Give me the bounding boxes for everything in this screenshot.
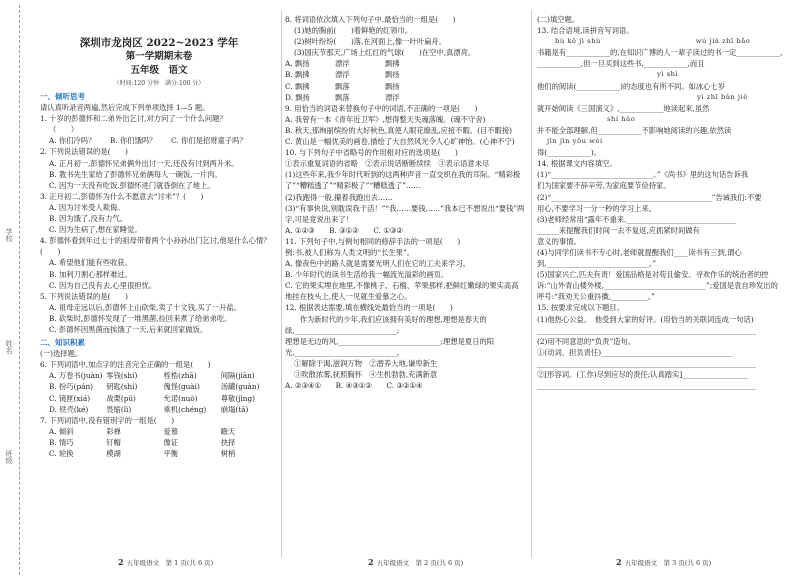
question-text: 9. 用恰当的词语来替换句子中的词语,不正确的一项是( ) <box>285 103 478 113</box>
binding-margin <box>0 0 30 583</box>
subsection-heading: (一)选择题。 <box>40 349 83 359</box>
question-option: C. 因为自己没有去,心里很担忧。 <box>49 280 157 290</box>
question-text: 12. 根据表达需要,填在横线处最恰当的一项是( ) <box>285 303 453 313</box>
question-option: A. ②③④① B. ④③①② C. ③②①④ <box>285 381 423 391</box>
question-text: 4. 彭德怀看到年过七十的祖母带着两个小孙孙出门乞讨,他是什么心情？( ) <box>40 236 271 257</box>
grade-subject: 五年级 语文 <box>130 65 188 76</box>
pinyin-row: bù kě jì shù wú jià zhī bǎo <box>555 37 751 46</box>
question-text: 3. 正月初二,彭德怀为什么不愿意去“讨米”？( ) <box>40 191 204 201</box>
section-heading: 一、倾听思考 <box>40 92 85 101</box>
fill-line: 并不能全部理解,但____________不影响她阅读的兴趣,依然读 <box>537 125 732 135</box>
fill-line: ①(动词、担负责任)____________________________________ <box>537 347 733 357</box>
margin-label-name: 姓名 <box>5 340 13 354</box>
question-option: B. 秋天,那绚丽缤纷的大好秋色,真使人眼花缭乱,应接不暇。(目不暇接) <box>285 125 512 135</box>
question-option: A. 正月初一,彭德怀兄弟俩外出讨一天,还没有讨到两升米。 <box>49 158 239 168</box>
exam-meta: （时间:120 分钟 满分:100 分） <box>113 80 205 87</box>
option-row: A. 倾斜 彩禅 爱慕 瞻天 <box>49 426 236 436</box>
fill-line: (1)他热心公益。 他受到大家的好评。(用恰当的关联词连成一句话) <box>537 314 754 324</box>
page-number: 2 <box>368 557 374 567</box>
question-text: 7. 下列词语中,没有错别字的一组是( ) <box>40 415 175 425</box>
question-option: C. 它的果实埋在地里,不像桃子、石榴、苹果那样,把鲜红嫩绿的果实高高地挂在枝头上,使人一见就生爱慕之心。 <box>285 281 519 302</box>
column-divider <box>281 10 282 558</box>
question-text: 6. 下列词语中,加点字的注音完全正确的一组是( ) <box>40 360 211 370</box>
subsection-heading: (二)填空题。 <box>537 15 580 24</box>
question-sentence: (1)她的胸前( )着鲜艳的红领巾。 <box>294 26 413 36</box>
question-text: 10. 与下列句子中省略号的作用相对应的选项是( ) <box>285 148 458 158</box>
fill-line: 用心,不要学习一分一秒的学习上来。 <box>537 203 657 213</box>
question-option: ①解除干渴,滋润万物 ②潜养大地,谦卑新生 <box>294 358 438 368</box>
instruction: 请认真听录音两遍,然后完成下列单项选择 1—5 题。 <box>40 103 210 113</box>
option-row: C. 轮换 模湖 平衡 树梢 <box>49 449 236 458</box>
fill-line: (3)老师经常用“露年不重来,______________________________ <box>537 214 736 224</box>
exam-title: 深圳市龙岗区 2022~2023 学年 <box>79 37 239 49</box>
question-text: 8. 将词语依次填入下列句子中,最恰当的一组是( ) <box>285 15 456 24</box>
question-option: B. 教书先生家给了彭德怀兄弟俩每人一碗饭,一片肉。 <box>49 169 222 179</box>
question-text: 15. 按要求完成以下题目。 <box>537 303 624 313</box>
fill-line: ______来提醒我们时间一去不复返,应抓紧时间做有 <box>537 225 700 235</box>
question-option: ③吹散浓雾,抚照胸怀 ④生机勃勃,充满新意 <box>294 370 438 379</box>
page-column-2 <box>285 14 525 391</box>
column-divider <box>531 10 532 558</box>
option-row: C. 飘拂 飘落 飘扬 <box>285 81 400 91</box>
question-option: B. 因为饿了,没有力气。 <box>49 214 127 224</box>
page-footer: 2 五年级语文 第 2 页(共 6 页) <box>368 557 464 567</box>
question-option: A. 祖母走远以后,彭德怀上山砍柴,卖了十文钱,买了一升盐。 <box>49 302 241 312</box>
fill-line: 们为国家要不辞辛劳,为家庭要节俭持家。 <box>537 181 671 191</box>
option-row: C. 镜匣(xiá) 战栗(pǔ) 允诺(nuò) 尊敬(jìng) <box>49 393 256 403</box>
page-footer: 2 五年级语文 第 1 页(共 6 页) <box>118 557 214 567</box>
option-row: A. 飘扬 漂浮 飘拂 <box>285 59 400 69</box>
question-passage: 作为新时代的少年,我们应该拥有美好的理想,理想是春天的绿,____________________________; <box>285 314 487 335</box>
fill-line: ____________________________________________________________ <box>537 358 756 368</box>
question-option: A. 希望他们能有些收获。 <box>49 258 132 268</box>
pinyin-row: yì zhī bàn jiě <box>697 92 748 101</box>
question-sentence: (1)这些年来,我少年时代听到的这两种声音一直交织在我的耳际。“精彩极了”“糟糕透了”“精彩极了”“糟糕透了”…… <box>285 170 521 191</box>
question-option: C. 因为生病了,想在家睡觉。 <box>49 225 142 235</box>
option-row: D. 飘扬 飘落 漂浮 <box>285 92 400 102</box>
fill-line: ____________________________________________________________ <box>537 381 756 391</box>
fill-line: (5)国家兴亡,匹夫有责！爱国品格是对苟且偷安、寻欢作乐的统治者的控诉:“山外青山楼外楼,____________________________”;爱国是袁自珍发出的呼号:“我劝天公重抖擞,__________。” <box>537 270 778 302</box>
question-text: 1. 十岁的彭德怀和二弟外出乞讨,对方问了一个什么问题？ <box>40 114 227 124</box>
page-column-1 <box>40 14 278 459</box>
fill-line: 得(____________)。 <box>537 148 602 158</box>
option-row: A. 万卷书(juàn) 零钱(shí) 桎梏(zhā) 间隔(jiān) <box>49 371 255 381</box>
fill-line: ____________________________________________________________ <box>537 325 756 335</box>
margin-label-school: 学校 <box>5 228 13 242</box>
question-example: 例:书,被人们称为人类文明的“长生果”。 <box>285 247 414 257</box>
fill-line: 就开始阅读《三国演义》,____________地读起来,虽然 <box>537 103 710 113</box>
option-row: B. 扮巧(pán) 钥匙(shi) 傀怪(guài) 汤罐(guàn) <box>49 382 260 392</box>
question-option: C. 黄山是一幅优美的画卷,描绘了大自然风光令人心旷神怡。(心神不宁) <box>285 137 515 147</box>
question-legend: ①表示重复词语的省略 ②表示说话断断续续 ③表示语意未尽 <box>285 159 490 169</box>
option-row: B. 情巧 钉帽 像证 抉择 <box>49 437 236 447</box>
fill-line: 意义的事情。 <box>537 236 581 246</box>
question-option: C. 彭德怀因黑菌而挨饿了一天,后来就回家做饭。 <box>49 324 208 334</box>
question-sentence: (3)“有事快说,别耽误我干活！”“我……要钱……”我本已不想说出“要钱”两字,可是竟说出来了！ <box>285 203 525 224</box>
question-text: 11. 下列句子中,与例句相同的修辞手法的一项是( ) <box>285 236 461 246</box>
question-option: B. 加利刀割心那样难过。 <box>49 269 132 279</box>
fill-line: (2)用不同意思的“负责”造句。 <box>537 336 636 346</box>
question-option: A. 你们冷吗？ B. 你们饿吗？ C. 你们是招财童子吗？ <box>49 136 247 146</box>
fill-line: 他们的阅读(____________)的态度也有所不同。如冰心七岁 <box>537 81 726 91</box>
fill-line: (4)与同学们读书不专心时,老师就提醒我们____读书有三到,谓心到,____________________________。” <box>537 247 742 269</box>
fill-line: ____________,但一旦买到这些书,____________,而且 <box>537 59 705 69</box>
answer-bracket: （ ） <box>49 125 79 135</box>
pinyin-row: shí hào <box>607 114 636 123</box>
question-option: B. 砍柴时,彭德怀发现了一堆黑菌,捡回来煮了给弟弟吃。 <box>49 313 232 323</box>
question-option: A. 我曾有一本《青年近卫军》,想得整天失魂落魄。(魂不守舍) <box>285 114 486 124</box>
question-sentence: (3)国庆节那天,广场上红红的气球( )在空中,真漂亮。 <box>294 48 476 58</box>
margin-label-class: 班级 <box>5 450 13 464</box>
fill-line: 书籍是有____________的,在知识广博的人一辈子读过的书一定____________, <box>537 48 782 58</box>
question-text: 14. 根据课文内容填空。 <box>537 159 617 169</box>
question-text: 13. 结合语境,读拼音写词语。 <box>537 26 634 36</box>
fill-line: (1)“____________________________。”《尚书》里的这句话告诉我 <box>537 170 749 180</box>
exam-subtitle: 第一学期期末卷 <box>125 51 193 62</box>
cut-line <box>19 5 20 575</box>
option-row: B. 飘拂 漂浮 飘扬 <box>285 70 400 80</box>
question-sentence: (2)我跑得一般,攥着我跑出去…… <box>285 192 393 202</box>
pinyin-row: yì shì <box>657 70 679 79</box>
page-number: 2 <box>118 557 124 567</box>
question-sentence: (2)树叶纷纷( )落,在河面上,像一叶叶扁舟。 <box>294 37 447 47</box>
page-footer: 2 五年级语文 第 3 页(共 6 页) <box>616 557 712 567</box>
option-row: D. 铁壳(ké) 畏缩(lì) 乘机(chéng) 崩塌(tā) <box>49 404 249 414</box>
question-option: A. 像夜色中的路人就是需要光明人们在它的工夫来学习。 <box>285 259 471 269</box>
page-number: 2 <box>616 557 622 567</box>
fill-line: (2)“____________________________________________”告诫我们:不要 <box>537 192 762 202</box>
question-option: B. 少年时代的读书生活给我一幅流光溢彩的画页。 <box>285 270 449 280</box>
section-heading: 二、知识积累 <box>40 338 85 348</box>
question-text: 5. 下列说法错误的是( ) <box>40 291 128 301</box>
fill-line: ②[形容词。(工作)尽到应尽的责任;认真踏实]__________________ <box>537 370 748 379</box>
question-option: A. 因为讨米受人欺侮。 <box>49 202 125 212</box>
pinyin-row: jīn jīn yǒu wèi <box>547 137 603 146</box>
question-text: 2. 下列说法错误的是( ) <box>40 147 128 157</box>
page-column-3 <box>537 14 782 391</box>
question-option: A. ①②③ B. ③①② C. ①③② <box>285 225 403 235</box>
question-option: C. 因为一天没有吃饭,彭德怀进门就昏倒在了地上。 <box>49 180 215 190</box>
question-passage: 理想是无边的风,____________________________;理想是夏日的阳光,____________________________。 <box>285 336 495 357</box>
